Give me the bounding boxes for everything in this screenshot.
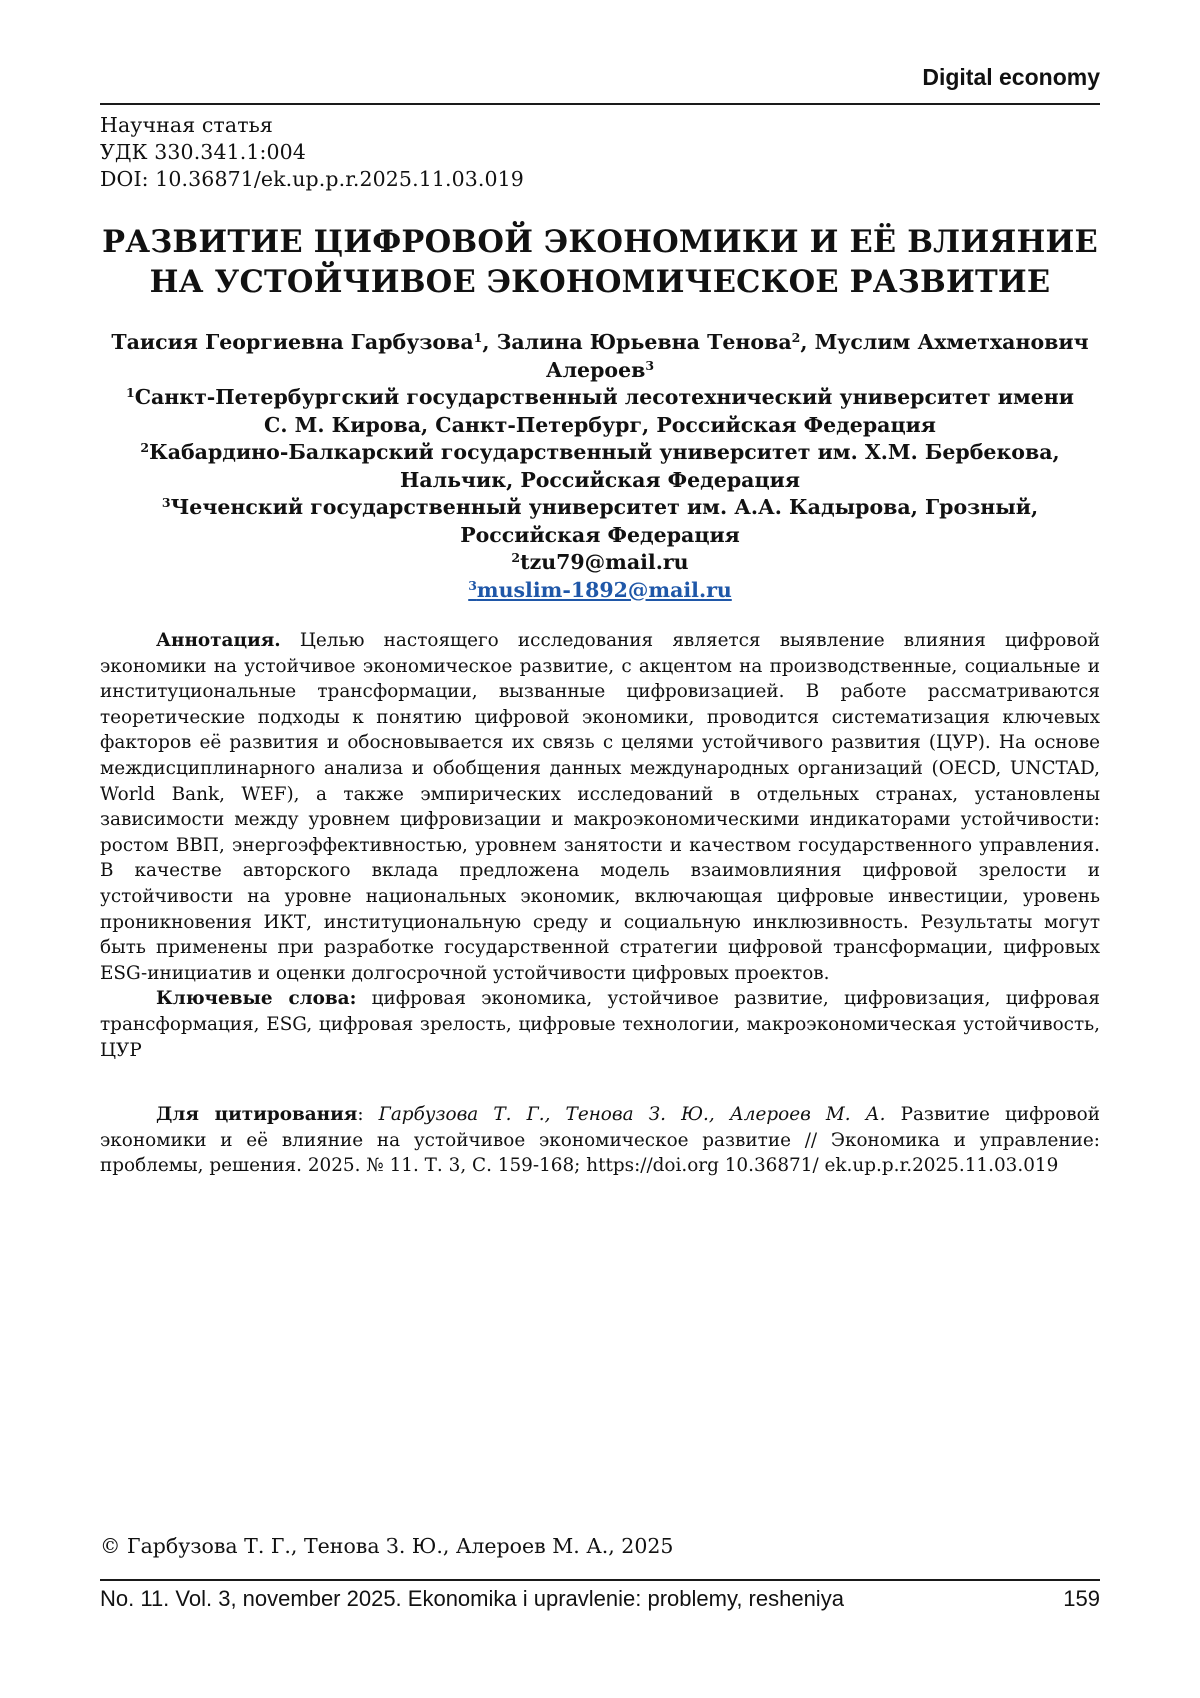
authors-block — [100, 329, 1100, 604]
affiliation-mark: 2 — [140, 440, 150, 455]
citation-label: Для цитирования — [156, 1104, 358, 1125]
article-title — [100, 222, 1100, 302]
keywords-paragraph — [100, 986, 1100, 1063]
page-number: 159 — [1063, 1586, 1100, 1611]
abstract-block — [100, 628, 1100, 1063]
affiliation-mark: 1 — [125, 385, 135, 400]
page-footer — [100, 1586, 1100, 1612]
affiliation-text: Чеченский государственный университет им. А.А. Кадырова, Грозный, — [170, 495, 1039, 519]
citation-block — [100, 1102, 1100, 1179]
journal-reference: No. 11. Vol. 3, november 2025. Ekonomika i upravlenie: problemy, resheniya — [100, 1586, 844, 1611]
author-separator: , — [482, 330, 497, 354]
affiliation — [100, 384, 1100, 412]
udc-code: УДК 330.341.1:004 — [100, 140, 306, 164]
citation-authors: Гарбузова Т. Г., Тенова З. Ю., Алероев М. А. — [378, 1104, 886, 1125]
email-mark: 2 — [511, 550, 521, 565]
journal-section-header: Digital economy — [922, 64, 1100, 90]
email-address: tzu79@mail.ru — [520, 550, 689, 574]
keywords-label: Ключевые слова: — [156, 988, 357, 1010]
author-affiliation-mark: 1 — [473, 330, 483, 345]
affiliation-text: Кабардино-Балкарский государственный университет им. Х.М. Бербекова, — [149, 440, 1060, 464]
affiliation-mark: 3 — [161, 495, 171, 510]
author-name: Залина Юрьевна Тенова — [496, 330, 792, 354]
footer-divider — [100, 1579, 1100, 1581]
author-names — [100, 329, 1100, 357]
abstract-text: Целью настоящего исследования является выявление влияния цифровой экономики на устойчивое экономическое развитие, с акцентом на производственные, социальные и институциональные трансформации, вызванные цифровизацией. В работе рассматриваются теоретические подходы к понятию цифровой экономики, проводится систематизация ключевых факторов её развития и обосновывается их связь с целями устойчивого развития (ЦУР). На основе междисциплинарного анализа и обобщения данных международных организаций (OECD, UNCTAD, World Bank, WEF), а также эмпирических исследований в отдельных странах, установлены зависимости между уровнем цифровизации и макроэкономическими индикаторами устойчивости: ростом ВВП, энергоэффективностью, уровнем занятости и качеством государственного управления. В качестве авторского вклада предложена модель взаимовлияния цифровой зрелости и устойчивости на уровне национальных экономик, включающая цифровые инвестиции, уровень проникновения ИКТ, институциональную среду и социальную инклюзивность. Результаты могут быть применены при разработке государственной стратегии цифровой трансформации, цифровых ESG-инициатив и оценки долгосрочной устойчивости цифровых проектов. — [100, 630, 1100, 984]
article-type: Научная статья — [100, 113, 273, 137]
email-link[interactable] — [468, 578, 732, 602]
email-line — [100, 549, 1100, 577]
author-affiliation-mark: 2 — [791, 330, 801, 345]
affiliation — [100, 494, 1100, 522]
affiliation-text: Санкт-Петербургский государственный лесотехнический университет имени — [134, 385, 1075, 409]
author-name: Таисия Георгиевна Гарбузова — [111, 330, 474, 354]
affiliation: Российская Федерация — [460, 522, 740, 547]
keywords-text: цифровая экономика, устойчивое развитие, цифровизация, цифровая трансформация, ESG, цифровая зрелость, цифровые технологии, макроэкономическая устойчивость, ЦУР — [100, 988, 1100, 1061]
title-line: НА УСТОЙЧИВОЕ ЭКОНОМИЧЕСКОЕ РАЗВИТИЕ — [149, 264, 1051, 300]
email-line — [100, 577, 1100, 605]
author-name: Алероев — [545, 357, 646, 382]
affiliation: Нальчик, Российская Федерация — [400, 467, 800, 492]
citation-text: Развитие цифровой экономики и её влияние на устойчивое экономическое развитие // Экономика и управление: проблемы, решения. 2025. № 11. Т. 3, С. 159-168; https://doi.org 10.36871/ ek.up.p.r.2025.11.03.019 — [100, 1104, 1100, 1177]
abstract-label: Аннотация. — [156, 630, 281, 651]
citation-paragraph — [100, 1102, 1100, 1179]
affiliation: С. М. Кирова, Санкт-Петербург, Российская Федерация — [264, 412, 936, 437]
affiliation — [100, 439, 1100, 467]
author-affiliation-mark: 3 — [645, 357, 655, 373]
citation-colon: : — [357, 1104, 379, 1125]
email-mark: 3 — [468, 577, 477, 593]
copyright-notice: © Гарбузова Т. Г., Тенова З. Ю., Алероев М. А., 2025 — [100, 1534, 674, 1558]
article-meta — [100, 112, 524, 193]
header-divider — [100, 103, 1100, 105]
author-names — [100, 357, 1100, 385]
email-address: muslim-1892@mail.ru — [476, 577, 732, 602]
abstract-paragraph — [100, 628, 1100, 986]
doi: DOI: 10.36871/ek.up.p.r.2025.11.03.019 — [100, 167, 524, 191]
author-name: Муслим Ахметханович — [814, 330, 1089, 354]
title-line: РАЗВИТИЕ ЦИФРОВОЙ ЭКОНОМИКИ И ЕЁ ВЛИЯНИЕ — [102, 224, 1098, 260]
author-separator: , — [800, 330, 815, 354]
